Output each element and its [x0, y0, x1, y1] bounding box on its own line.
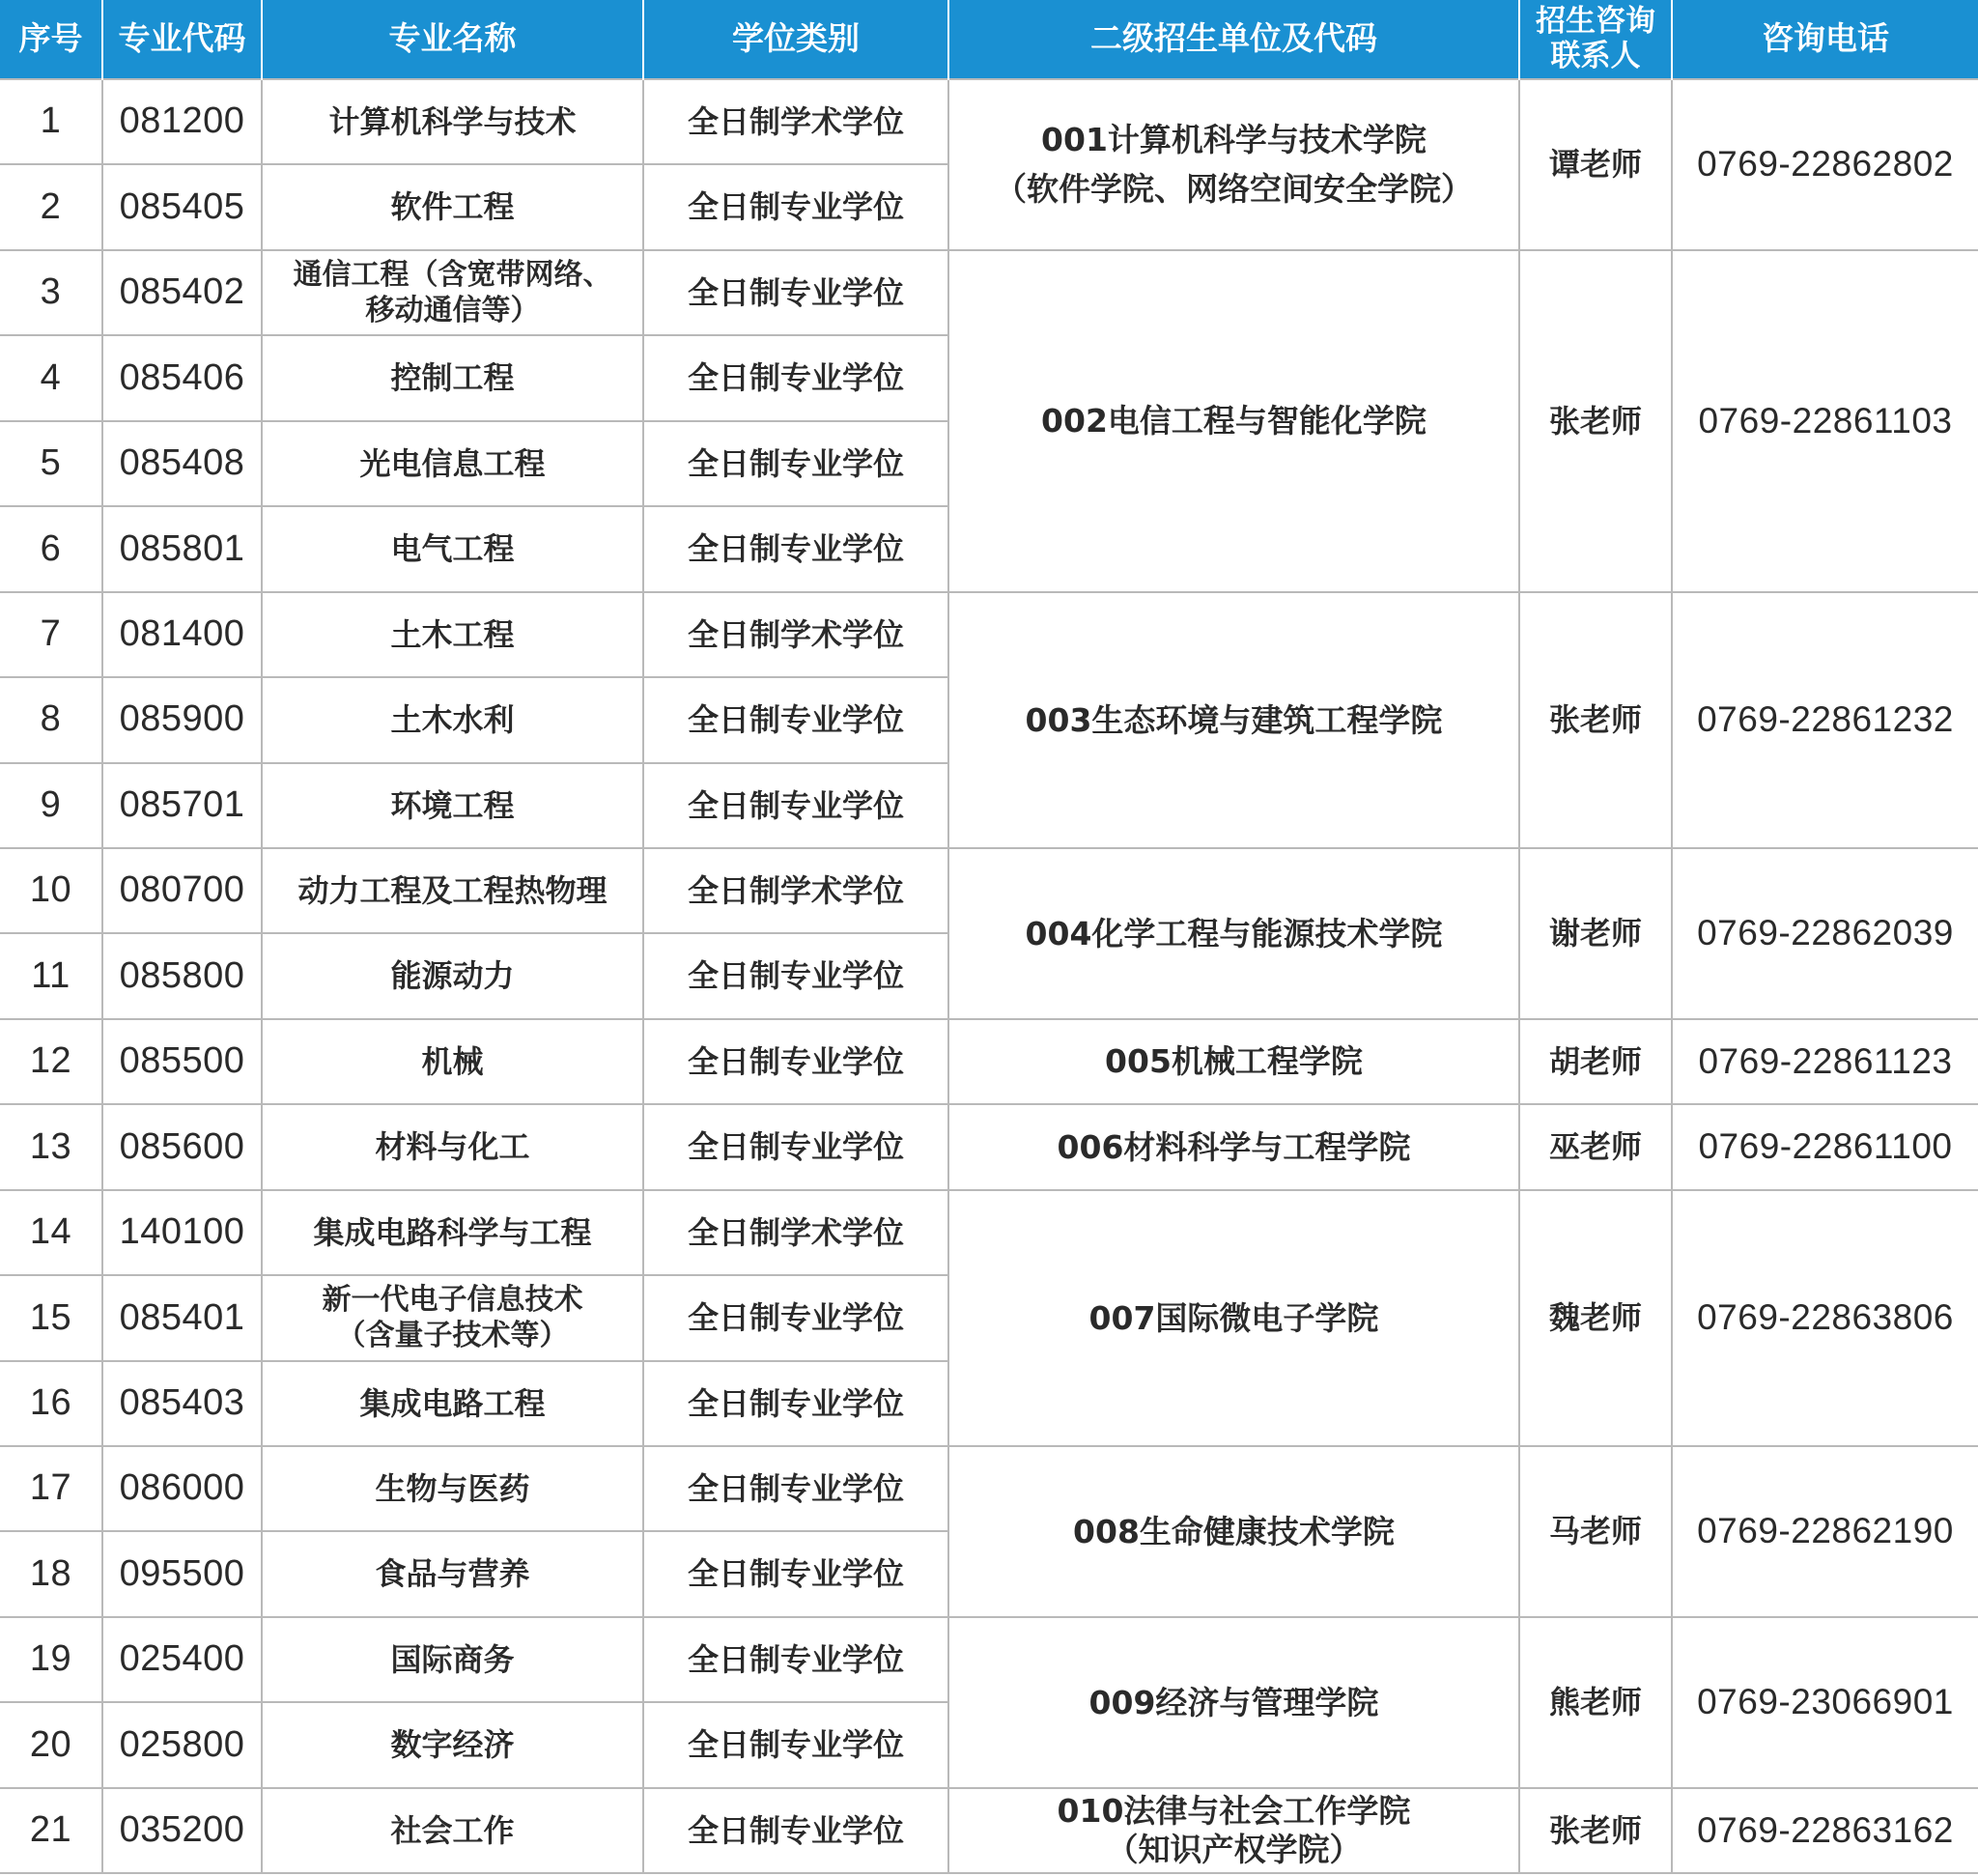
- contact-cell: 张老师: [1519, 250, 1672, 592]
- major-name-line2: （含量子技术等）: [336, 1319, 569, 1353]
- code-cell: 086000: [102, 1446, 262, 1531]
- seq-cell: 3: [0, 250, 102, 335]
- header-degree: 学位类别: [643, 0, 948, 79]
- major-name-cell: [262, 250, 643, 335]
- seq-cell: 2: [0, 164, 102, 249]
- seq-cell: 6: [0, 506, 102, 591]
- degree-cell: 全日制专业学位: [643, 1531, 948, 1616]
- contact-cell: 马老师: [1519, 1446, 1672, 1617]
- header-phone: 咨询电话: [1672, 0, 1978, 79]
- degree-cell: 全日制专业学位: [643, 250, 948, 335]
- major-name-cell: 土木水利: [262, 677, 643, 762]
- phone-cell: 0769-22862039: [1672, 848, 1978, 1019]
- contact-cell: 张老师: [1519, 592, 1672, 848]
- contact-cell: 谢老师: [1519, 848, 1672, 1019]
- phone-cell: 0769-22861103: [1672, 250, 1978, 592]
- major-name-cell: 国际商务: [262, 1617, 643, 1702]
- code-cell: 085801: [102, 506, 262, 591]
- code-cell: 080700: [102, 848, 262, 933]
- degree-cell: 全日制专业学位: [643, 933, 948, 1018]
- phone-cell: 0769-22863162: [1672, 1788, 1978, 1873]
- seq-cell: 7: [0, 592, 102, 677]
- unit-alias: （知识产权学院）: [1106, 1830, 1362, 1868]
- unit-cell: 004化学工程与能源技术学院: [948, 848, 1519, 1019]
- code-cell: 081400: [102, 592, 262, 677]
- unit-cell: 003生态环境与建筑工程学院: [948, 592, 1519, 848]
- table-row: [0, 1019, 1978, 1104]
- code-cell: 085800: [102, 933, 262, 1018]
- contact-cell: 胡老师: [1519, 1019, 1672, 1104]
- degree-cell: 全日制专业学位: [643, 421, 948, 506]
- header-name: 专业名称: [262, 0, 643, 79]
- code-cell: 085900: [102, 677, 262, 762]
- phone-cell: 0769-22861232: [1672, 592, 1978, 848]
- degree-cell: 全日制专业学位: [643, 164, 948, 249]
- table-row: [0, 250, 1978, 335]
- seq-cell: 8: [0, 677, 102, 762]
- seq-cell: 18: [0, 1531, 102, 1616]
- unit-cell: 009经济与管理学院: [948, 1617, 1519, 1788]
- degree-cell: 全日制学术学位: [643, 79, 948, 164]
- table-row: [0, 1788, 1978, 1873]
- table-row: [0, 848, 1978, 933]
- phone-cell: 0769-22863806: [1672, 1190, 1978, 1446]
- degree-cell: 全日制专业学位: [643, 677, 948, 762]
- seq-cell: 12: [0, 1019, 102, 1104]
- degree-cell: 全日制专业学位: [643, 1104, 948, 1189]
- major-name-cell: 生物与医药: [262, 1446, 643, 1531]
- code-cell: 085500: [102, 1019, 262, 1104]
- major-name-cell: 社会工作: [262, 1788, 643, 1873]
- code-cell: 085408: [102, 421, 262, 506]
- phone-cell: 0769-22861100: [1672, 1104, 1978, 1189]
- contact-cell: 谭老师: [1519, 79, 1672, 250]
- major-name-cell: 控制工程: [262, 335, 643, 420]
- table-row: [0, 1446, 1978, 1531]
- phone-cell: 0769-23066901: [1672, 1617, 1978, 1788]
- table-row: [0, 79, 1978, 164]
- table-row: [0, 1617, 1978, 1702]
- code-cell: 085401: [102, 1275, 262, 1360]
- major-name-cell: 材料与化工: [262, 1104, 643, 1189]
- major-name-line2: 移动通信等）: [365, 294, 540, 328]
- major-name-cell: 动力工程及工程热物理: [262, 848, 643, 933]
- table-row: [0, 1190, 1978, 1275]
- unit-alias: （软件学院、网络空间安全学院）: [995, 170, 1473, 209]
- header-seq: 序号: [0, 0, 102, 79]
- degree-cell: 全日制专业学位: [643, 1702, 948, 1787]
- degree-cell: 全日制学术学位: [643, 592, 948, 677]
- major-name-cell: 集成电路科学与工程: [262, 1190, 643, 1275]
- unit-name: 001计算机科学与技术学院: [1041, 121, 1427, 159]
- code-cell: 025400: [102, 1617, 262, 1702]
- table-row: [0, 1104, 1978, 1189]
- major-name-cell: 能源动力: [262, 933, 643, 1018]
- code-cell: 085405: [102, 164, 262, 249]
- code-cell: 085406: [102, 335, 262, 420]
- degree-cell: 全日制专业学位: [643, 1617, 948, 1702]
- code-cell: 081200: [102, 79, 262, 164]
- seq-cell: 17: [0, 1446, 102, 1531]
- degree-cell: 全日制专业学位: [643, 1019, 948, 1104]
- unit-cell: 007国际微电子学院: [948, 1190, 1519, 1446]
- seq-cell: 1: [0, 79, 102, 164]
- code-cell: 085402: [102, 250, 262, 335]
- major-name-cell: 集成电路工程: [262, 1361, 643, 1446]
- degree-cell: 全日制学术学位: [643, 848, 948, 933]
- major-name-line1: 通信工程（含宽带网络、: [293, 257, 612, 292]
- seq-cell: 4: [0, 335, 102, 420]
- major-name-cell: 数字经济: [262, 1702, 643, 1787]
- seq-cell: 20: [0, 1702, 102, 1787]
- seq-cell: 11: [0, 933, 102, 1018]
- unit-name: 010法律与社会工作学院: [1057, 1792, 1411, 1831]
- seq-cell: 19: [0, 1617, 102, 1702]
- seq-cell: 13: [0, 1104, 102, 1189]
- major-name-cell: 机械: [262, 1019, 643, 1104]
- major-name-cell: 软件工程: [262, 164, 643, 249]
- contact-cell: 魏老师: [1519, 1190, 1672, 1446]
- seq-cell: 16: [0, 1361, 102, 1446]
- degree-cell: 全日制专业学位: [643, 506, 948, 591]
- contact-cell: 巫老师: [1519, 1104, 1672, 1189]
- degree-cell: 全日制专业学位: [643, 335, 948, 420]
- major-name-cell: 环境工程: [262, 763, 643, 848]
- code-cell: 025800: [102, 1702, 262, 1787]
- contact-cell: 熊老师: [1519, 1617, 1672, 1788]
- unit-cell: 005机械工程学院: [948, 1019, 1519, 1104]
- unit-cell: [948, 79, 1519, 250]
- seq-cell: 10: [0, 848, 102, 933]
- code-cell: 085701: [102, 763, 262, 848]
- unit-cell: 002电信工程与智能化学院: [948, 250, 1519, 592]
- code-cell: 095500: [102, 1531, 262, 1616]
- major-name-cell: 食品与营养: [262, 1531, 643, 1616]
- seq-cell: 15: [0, 1275, 102, 1360]
- header-row: [0, 0, 1978, 79]
- major-name-cell: [262, 1275, 643, 1360]
- degree-cell: 全日制专业学位: [643, 1361, 948, 1446]
- major-name-cell: 电气工程: [262, 506, 643, 591]
- code-cell: 035200: [102, 1788, 262, 1873]
- header-contact: [1519, 0, 1672, 79]
- header-contact-line1: 招生咨询: [1536, 3, 1655, 39]
- major-name-cell: 计算机科学与技术: [262, 79, 643, 164]
- unit-cell: [948, 1788, 1519, 1873]
- major-name-cell: 光电信息工程: [262, 421, 643, 506]
- seq-cell: 5: [0, 421, 102, 506]
- phone-cell: 0769-22862190: [1672, 1446, 1978, 1617]
- table-row: [0, 592, 1978, 677]
- header-contact-line2: 联系人: [1550, 38, 1641, 73]
- major-name-line1: 新一代电子信息技术: [322, 1282, 583, 1317]
- degree-cell: 全日制专业学位: [643, 1446, 948, 1531]
- unit-cell: 008生命健康技术学院: [948, 1446, 1519, 1617]
- degree-cell: 全日制专业学位: [643, 1788, 948, 1873]
- code-cell: 085403: [102, 1361, 262, 1446]
- seq-cell: 9: [0, 763, 102, 848]
- major-name-cell: 土木工程: [262, 592, 643, 677]
- header-unit: 二级招生单位及代码: [948, 0, 1519, 79]
- phone-cell: 0769-22861123: [1672, 1019, 1978, 1104]
- seq-cell: 21: [0, 1788, 102, 1873]
- degree-cell: 全日制专业学位: [643, 1275, 948, 1360]
- unit-cell: 006材料科学与工程学院: [948, 1104, 1519, 1189]
- phone-cell: 0769-22862802: [1672, 79, 1978, 250]
- header-code: 专业代码: [102, 0, 262, 79]
- seq-cell: 14: [0, 1190, 102, 1275]
- contact-cell: 张老师: [1519, 1788, 1672, 1873]
- degree-cell: 全日制专业学位: [643, 763, 948, 848]
- code-cell: 140100: [102, 1190, 262, 1275]
- degree-cell: 全日制学术学位: [643, 1190, 948, 1275]
- code-cell: 085600: [102, 1104, 262, 1189]
